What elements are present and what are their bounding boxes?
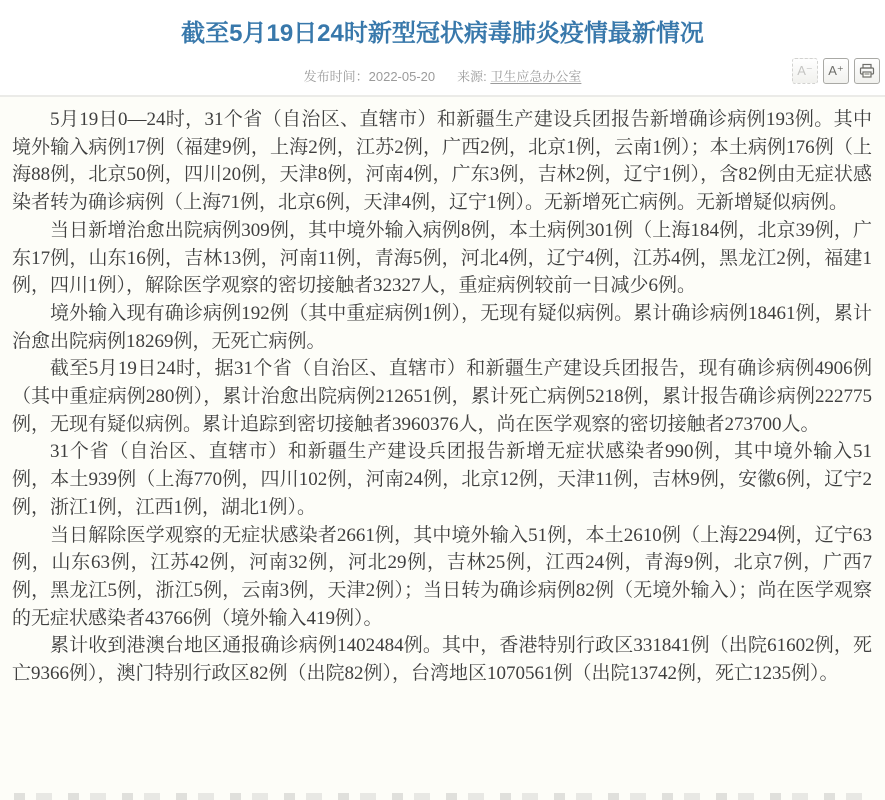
font-print-toolbar [792,58,880,84]
font-increase-button[interactable]: A⁺ [823,58,849,84]
source-link[interactable]: 卫生应急办公室 [490,69,582,84]
font-decrease-button[interactable]: A⁻ [792,58,818,84]
article-body [0,97,885,800]
source-label: 来源: [457,69,487,84]
paragraph-asymptomatic-released: 当日解除医学观察的无症状感染者2661例，其中境外输入51例，本土2610例（上海2294例，辽宁63例，山东63例，江苏42例，河南32例，河北29例，吉林25例，江西24例，青海9例，北京7例，广西7例，黑龙江5例，浙江5例，云南3例，天津2例）；当日转为确诊病例82例（无境外输入）；尚在医学观察的无症状感染者43766例（境外输入419例）。 [12,524,872,629]
paragraph-new-confirmed: 5月19日0—24时，31个省（自治区、直辖市）和新疆生产建设兵团报告新增确诊病例193例。其中境外输入病例17例（福建9例，上海2例，江苏2例，广西2例，北京1例，云南1例）；本土病例176例（上海88例，北京50例，四川20例，天津8例，河南4例，广东3例，吉林2例，辽宁1例），含82例由无症状感染者转为确诊病例（上海71例，北京6例，天津4例，辽宁1例）。无新增死亡病例。无新增疑似病例。 [12,109,872,214]
paragraph-new-asymptomatic: 31个省（自治区、直辖市）和新疆生产建设兵团报告新增无症状感染者990例，其中境外输入51例，本土939例（上海770例，四川102例，河南24例，北京12例，天津11例，吉林9例，安徽6例，辽宁2例，浙江1例，江西1例，湖北1例）。 [12,441,872,518]
article-meta [0,66,885,85]
printer-icon [859,63,875,79]
article-header [0,0,885,95]
clipped-next-line [14,793,869,800]
publish-time-label: 发布时间： [303,69,369,84]
paragraph-hk-macao-taiwan: 累计收到港澳台地区通报确诊病例1402484例。其中，香港特别行政区331841例（出院61602例，死亡9366例），澳门特别行政区82例（出院82例），台湾地区1070561例（出院13742例，死亡1235例）。 [12,635,872,685]
page-title: 截至5月19日24时新型冠状病毒肺炎疫情最新情况 [181,20,704,47]
paragraph-cumulative-totals: 截至5月19日24时，据31个省（自治区、直辖市）和新疆生产建设兵团报告，现有确诊病例4906例（其中重症病例280例），累计治愈出院病例212651例，累计死亡病例5218例，累计报告确诊病例222775例，无现有疑似病例。累计追踪到密切接触者3960376人，尚在医学观察的密切接触者273700人。 [12,358,872,435]
paragraph-imported-current: 境外输入现有确诊病例192例（其中重症病例1例），无现有疑似病例。累计确诊病例18461例，累计治愈出院病例18269例，无死亡病例。 [12,302,872,352]
print-button[interactable] [854,58,880,84]
publish-time-value: 2022-05-20 [368,69,436,84]
paragraph-new-recovered: 当日新增治愈出院病例309例，其中境外输入病例8例，本土病例301例（上海184例，北京39例，广东17例，山东16例，吉林13例，河南11例，青海5例，河北4例，辽宁4例，江苏4例，黑龙江2例，福建1例，四川1例），解除医学观察的密切接触者32327人，重症病例较前一日减少6例。 [12,219,872,297]
